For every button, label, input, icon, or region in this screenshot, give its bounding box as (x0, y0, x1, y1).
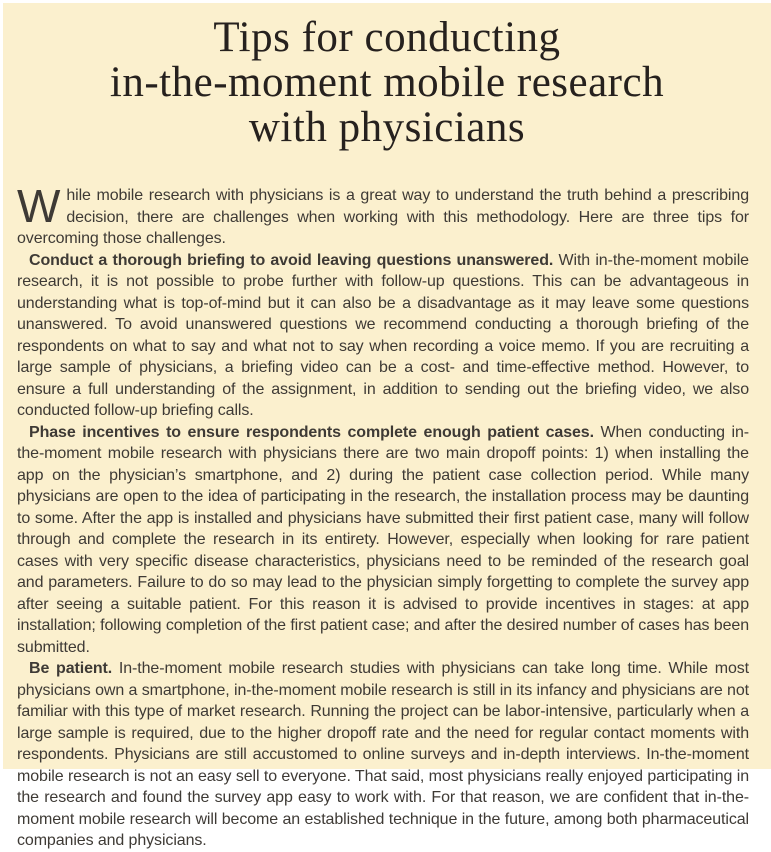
article-body (17, 185, 749, 852)
intro-paragraph (17, 185, 749, 250)
title-line-1: Tips for conducting (3, 15, 771, 60)
intro-text: hile mobile research with physicians is a great way to understand the truth behind a prescribing decision, there are challenges when working with this methodology. Here are three tips for overcoming those challenges. (17, 187, 749, 247)
title-line-2: in-the-moment mobile research (3, 60, 771, 105)
title-line-3: with physicians (3, 105, 771, 150)
article-title (3, 3, 771, 150)
section-text-briefing: With in-the-moment mobile research, it is not possible to probe further with follow-up questions. This can be advantageous in understanding what is top-of-mind but it can also be a disadvantage as it may leave some questions unanswered. To avoid unanswered questions we recommend conducting a thorough briefing of the respondents on what to say and what not to say when recording a voice memo. If you are recruiting a large sample of physicians, a briefing video can be a cost- and time-effective method. However, to ensure a full understanding of the assignment, in addition to sending out the briefing video, we also conducted follow-up briefing calls. (17, 252, 749, 420)
section-text-incentives: When conducting in-the-moment mobile research with physicians there are two main dropoff points: 1) when installing the app on the physician’s smartphone, and 2) during the patient case collection period. While many physicians are open to the idea of participating in the research, the installation process may be daunting to some. After the app is installed and physicians have submitted their first patient case, many will follow through and complete the research in its entirety. However, especially when looking for rare patient cases with very specific disease characteristics, physicians need to be reminded of the research goal and parameters. Failure to do so may lead to the physician simply forgetting to complete the survey app after seeing a suitable patient. For this reason it is advised to provide incentives in stages: at app installation; following completion of the first patient case; and after the desired number of cases has been submitted. (17, 424, 749, 656)
section-text-patience: In-the-moment mobile research studies with physicians can take long time. While most physicians own a smartphone, in-the-moment mobile research is still in its infancy and physicians are not familiar with this type of market research. Running the project can be labor-intensive, particularly when a large sample is required, due to the higher dropoff rate and the need for regular contact moments with respondents. Physicians are still accustomed to online surveys and in-depth interviews. In-the-moment mobile research is not an easy sell to everyone. That said, most physicians really enjoyed participating in the research and found the survey app easy to work with. For that reason, we are confident that in-the-moment mobile research will become an established technique in the future, among both pharmaceutical companies and physicians. (17, 660, 749, 849)
section-paragraph-incentives (17, 422, 749, 659)
section-lead-incentives: Phase incentives to ensure respondents complete enough patient cases. (29, 424, 594, 441)
section-lead-briefing: Conduct a thorough briefing to avoid leaving questions unanswered. (29, 252, 553, 269)
section-lead-patience: Be patient. (29, 660, 112, 677)
article-page (3, 3, 771, 769)
section-paragraph-briefing (17, 250, 749, 422)
section-paragraph-patience (17, 658, 749, 852)
drop-cap: W (17, 185, 66, 225)
